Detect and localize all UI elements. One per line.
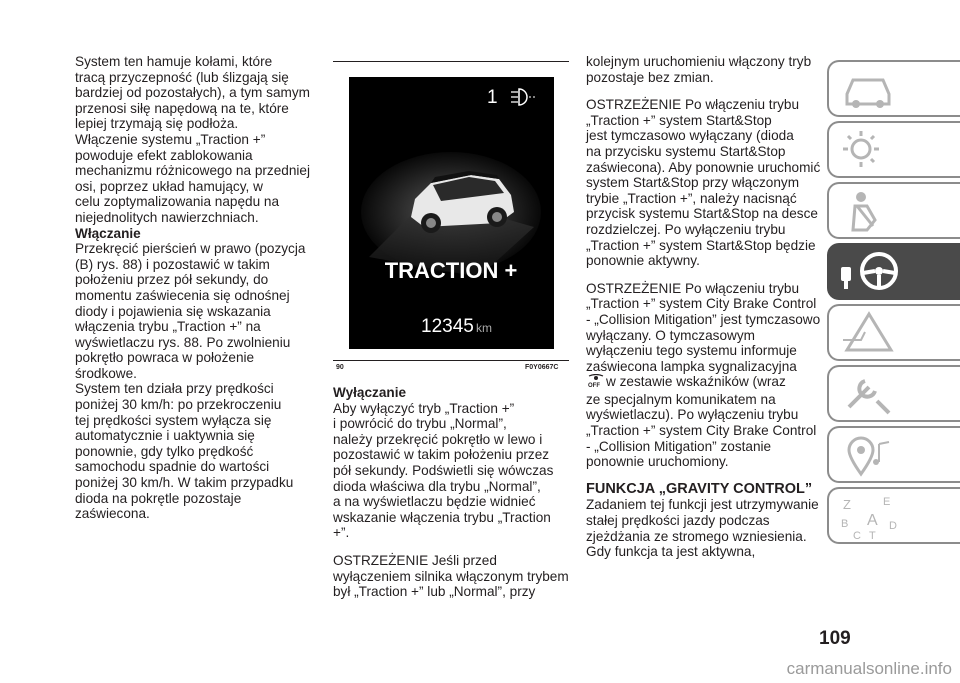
paragraph: Przekręcić pierścień w prawo (pozycja (B) rys. 88) i pozostawić w takim położeniu przez pół sekundy, do momentu zaświecenia się odnośnej diody i pojawienia się wskazania włączenia trybu „Traction +” na wyświetlaczu rys. 88. Po zwolnieniu pokrętło powraca w położenie środkowe. System ten działa przy prędkości poniżej 30 km/h: po przekroczeniu tej prędkości system wyłącza się automatycznie i uaktywnia się ponownie, gdy tylko prędkość samochodu spadnie do wartości poniżej 30 km/h. W takim przypadku dioda na pokrętle pozostaje zaświecona.	[75, 241, 306, 522]
city-brake-off-icon	[586, 374, 606, 392]
svg-text:A: A	[867, 512, 878, 529]
tab-index[interactable]	[827, 487, 960, 544]
alphabet-index-icon	[839, 493, 919, 541]
instrument-cluster-figure	[349, 77, 554, 349]
gear-indicator: 1	[487, 87, 498, 108]
steering-wheel-icon	[839, 249, 903, 297]
figure-code: F0Y0667C	[525, 364, 559, 371]
figure-number: 90	[336, 364, 344, 371]
column-middle	[333, 385, 569, 600]
paragraph: System ten hamuje kołami, które tracą przyczepność (lub ślizgają się bardziej od pozostałych), a tym samym przenosi siłę napędową na te, które lepiej trzymają się podłoża. Włączenie systemu „Traction +” powoduje efekt zablokowania mechanizmu różnicowego na przedniej osi, poprzez układ hamujący, w celu zoptymalizowania napędu na niejednolitych nawierzchniach.	[75, 54, 310, 225]
cluster-display	[349, 77, 554, 349]
watermark[interactable]: carmanualsonline.info	[786, 659, 952, 678]
tab-multimedia[interactable]	[827, 426, 960, 483]
section-heading: Włączanie	[75, 225, 141, 241]
seat-belt-icon	[839, 188, 899, 234]
svg-text:C: C	[853, 530, 861, 541]
svg-text:B: B	[841, 518, 849, 530]
paragraph: OSTRZEŻENIE Jeśli przed wyłączeniem silnika włączonym trybem był „Traction +” lub „Normal”, przy	[333, 552, 569, 600]
paragraph: kolejnym uruchomieniu włączony tryb pozostaje bez zmian.	[586, 54, 812, 85]
location-music-icon	[839, 432, 899, 478]
warning-lights-icon	[839, 127, 899, 173]
odometer-unit: km	[476, 321, 492, 335]
paragraph: Zadaniem tej funkcji jest utrzymywanie stałej prędkości jazdy podczas zjeżdżania ze stromego wzniesienia. Gdy funkcja ta jest aktywna,	[586, 497, 819, 560]
tab-warning-lights[interactable]	[827, 121, 960, 178]
svg-text:T: T	[869, 530, 876, 541]
odometer-value: 12345	[421, 316, 474, 337]
section-heading: Wyłączanie	[333, 385, 407, 400]
column-right	[586, 54, 824, 560]
section-heading: FUNKCJA „GRAVITY CONTROL”	[586, 480, 813, 497]
top-rule	[333, 61, 569, 62]
traction-label: TRACTION +	[384, 258, 518, 283]
svg-text:Z: Z	[843, 497, 851, 512]
svg-text:OFF: OFF	[588, 383, 600, 389]
service-icon	[839, 371, 899, 417]
tab-service[interactable]	[827, 365, 960, 422]
tab-emergency[interactable]	[827, 304, 960, 361]
paragraph: OSTRZEŻENIE Po włączeniu trybu „Traction +” system City Brake Control - „Collision Mitigation” jest tymczasowo wyłączany. O tymczasowym wyłączeniu tego systemu informuje zaświecona lampka sygnalizacyjna OFF w zestawie wskaźników (wraz ze specjalnym komunikatem na wyświetlaczu). Po wyłączeniu trybu „Traction +” system City Brake Control - „Collision Mitigation” zostanie ponownie uruchomiony.	[586, 280, 821, 470]
tab-car[interactable]	[827, 60, 960, 117]
paragraph: OSTRZEŻENIE Po włączeniu trybu „Traction +” system Start&Stop jest tymczasowo wyłączany (dioda na przycisku systemu Start&Stop zaświecona). Aby ponownie uruchomić system Start&Stop przy włączonym trybie „Traction +”, należy nacisnąć przycisk systemu Start&Stop na desce rozdzielczej. Po wyłączeniu trybu „Traction +” system Start&Stop będzie ponownie aktywny.	[586, 97, 821, 269]
svg-text:D: D	[889, 520, 897, 532]
car-icon	[839, 66, 899, 112]
tab-safety[interactable]	[827, 182, 960, 239]
paragraph: Aby wyłączyć tryb „Traction +” i powrócić do trybu „Normal”, należy przekręcić pokrętło w lewo i pozostawić w takim położeniu przez pół sekundy. Podświetli się wówczas dioda właściwa dla trybu „Normal”, a na wyświetlaczu będzie widnieć wskazanie włączenia trybu „Traction +”.	[333, 400, 554, 541]
tab-driving[interactable]	[827, 243, 960, 300]
column-left	[75, 54, 311, 522]
road-hazard-icon	[839, 310, 899, 356]
figure-rule	[333, 360, 569, 361]
svg-text:E: E	[883, 496, 891, 508]
page-number: 109	[819, 628, 851, 649]
